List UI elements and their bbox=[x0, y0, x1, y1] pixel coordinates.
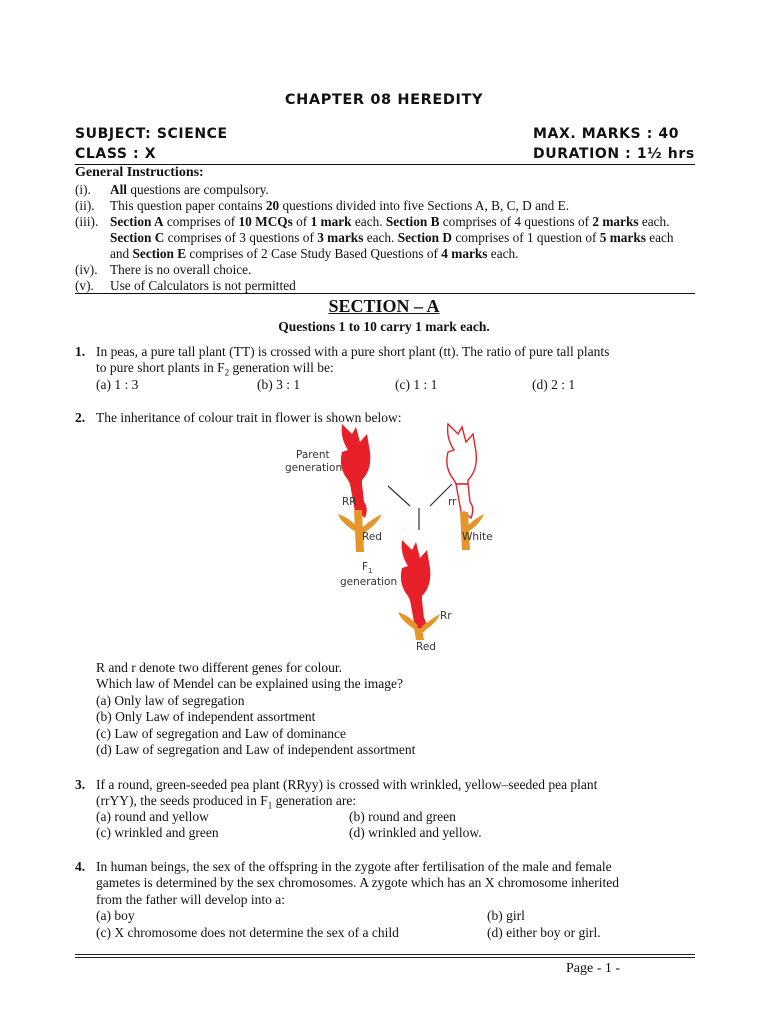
option-a: (a) round and yellow bbox=[96, 809, 209, 824]
instructions-heading: General Instructions: bbox=[75, 165, 204, 180]
question-1 bbox=[0, 344, 768, 400]
instruction-item bbox=[75, 198, 695, 214]
question-text bbox=[96, 344, 696, 382]
parent-generation-label: generation bbox=[285, 462, 343, 474]
footer-divider bbox=[75, 954, 695, 955]
f1-label: $F_1$ bbox=[362, 561, 373, 576]
instructions-divider bbox=[75, 293, 695, 294]
instruction-text: There is no overall choice. bbox=[110, 262, 252, 277]
f1-generation-label: generation bbox=[340, 576, 398, 588]
section-title: SECTION – A bbox=[328, 296, 440, 316]
option-c: (c) X chromosome does not determine the sex of a child bbox=[96, 925, 399, 940]
genotype-rr-mixed-label: Rr bbox=[440, 610, 452, 622]
instructions-list bbox=[75, 182, 695, 294]
instruction-number: (i). bbox=[75, 182, 91, 197]
question-number: 1. bbox=[75, 344, 86, 359]
max-marks-label: MAX. MARKS : 40 bbox=[533, 126, 680, 142]
genotype-rr-lower-label: rr bbox=[448, 496, 457, 508]
instruction-number: (iii). bbox=[75, 214, 99, 229]
question-4 bbox=[0, 859, 768, 943]
question-number: 4. bbox=[75, 859, 86, 874]
option-c: (c) Law of segregation and Law of dominance bbox=[96, 725, 347, 741]
option-a: (a) 1 : 3 bbox=[96, 377, 139, 392]
question-line: R and r denote two different genes for colour. bbox=[96, 660, 343, 675]
question-line: (rrYY), the seeds produced in $F_1$ generation are: bbox=[96, 793, 357, 812]
question-line: to pure short plants in $F_2$ generation will be: bbox=[96, 360, 334, 379]
instruction-number: (iv). bbox=[75, 262, 98, 277]
question-line: from the father will develop into a: bbox=[96, 891, 285, 907]
option-b: (b) 3 : 1 bbox=[257, 377, 301, 392]
instruction-item bbox=[75, 278, 695, 294]
instruction-item bbox=[75, 262, 695, 278]
class-label: CLASS : X bbox=[75, 146, 157, 162]
instruction-number: (ii). bbox=[75, 198, 95, 213]
option-d: (d) wrinkled and yellow. bbox=[349, 825, 482, 840]
option-b: (b) Only Law of independent assortment bbox=[96, 709, 316, 725]
cross-line bbox=[388, 486, 410, 506]
option-d: (d) 2 : 1 bbox=[532, 377, 576, 392]
question-line: gametes is determined by the sex chromosomes. A zygote which has an X chromosome inherited bbox=[96, 875, 619, 891]
question-number: 2. bbox=[75, 410, 86, 425]
instruction-item bbox=[75, 214, 695, 262]
option-d: (d) either boy or girl. bbox=[487, 925, 601, 940]
red-label: Red bbox=[362, 531, 382, 543]
question-text: The inheritance of colour trait in flower is shown below: bbox=[96, 410, 402, 425]
question-number: 3. bbox=[75, 777, 86, 792]
instruction-text: Section A comprises of 10 MCQs of 1 mark each. Section B comprises of 4 questions of 2 marks each. Section C comprises of 3 questions of 3 marks each. Section D comprises of 1 question of 5 marks each and Section E comprises of 2 Case Study Based Questions of 4 marks each. bbox=[110, 214, 674, 261]
option-b: (b) girl bbox=[487, 908, 525, 923]
page-number: Page - 1 - bbox=[566, 961, 621, 976]
question-2-body bbox=[96, 660, 696, 758]
genotype-rr-upper-label: RR bbox=[342, 496, 357, 508]
subject-label: SUBJECT: SCIENCE bbox=[75, 126, 228, 142]
instruction-number: (v). bbox=[75, 278, 94, 293]
question-text bbox=[96, 859, 696, 908]
f1-red-flower bbox=[398, 540, 440, 640]
question-line: In human beings, the sex of the offspring in the zygote after fertilisation of the male and female bbox=[96, 859, 612, 874]
question-3 bbox=[0, 777, 768, 843]
option-c: (c) 1 : 1 bbox=[395, 377, 438, 392]
white-label: White bbox=[462, 531, 493, 543]
instruction-text: This question paper contains 20 questions divided into five Sections A, B, C, D and E. bbox=[110, 198, 570, 213]
option-d: (d) Law of segregation and Law of independent assortment bbox=[96, 742, 416, 758]
option-b: (b) round and green bbox=[349, 809, 456, 824]
page-title: CHAPTER 08 HEREDITY bbox=[284, 92, 484, 108]
question-line: If a round, green-seeded pea plant (RRyy) is crossed with wrinkled, yellow–seeded pea plant bbox=[96, 777, 598, 792]
question-line: In peas, a pure tall plant (TT) is crossed with a pure short plant (tt). The ratio of pure tall plants bbox=[96, 344, 610, 359]
instruction-text: All questions are compulsory. bbox=[110, 182, 269, 197]
section-subtitle: Questions 1 to 10 carry 1 mark each. bbox=[278, 319, 490, 334]
footer-divider bbox=[75, 957, 695, 958]
option-c: (c) wrinkled and green bbox=[96, 825, 219, 840]
duration-label: DURATION : 1½ hrs bbox=[533, 146, 695, 162]
instruction-item bbox=[75, 182, 695, 198]
instruction-text: Use of Calculators is not permitted bbox=[110, 278, 296, 293]
option-a: (a) Only law of segregation bbox=[96, 692, 245, 708]
question-line: Which law of Mendel can be explained using the image? bbox=[96, 676, 404, 692]
red-label-2: Red bbox=[416, 641, 436, 653]
option-a: (a) boy bbox=[96, 908, 135, 923]
parent-generation-label: Parent bbox=[296, 449, 330, 461]
